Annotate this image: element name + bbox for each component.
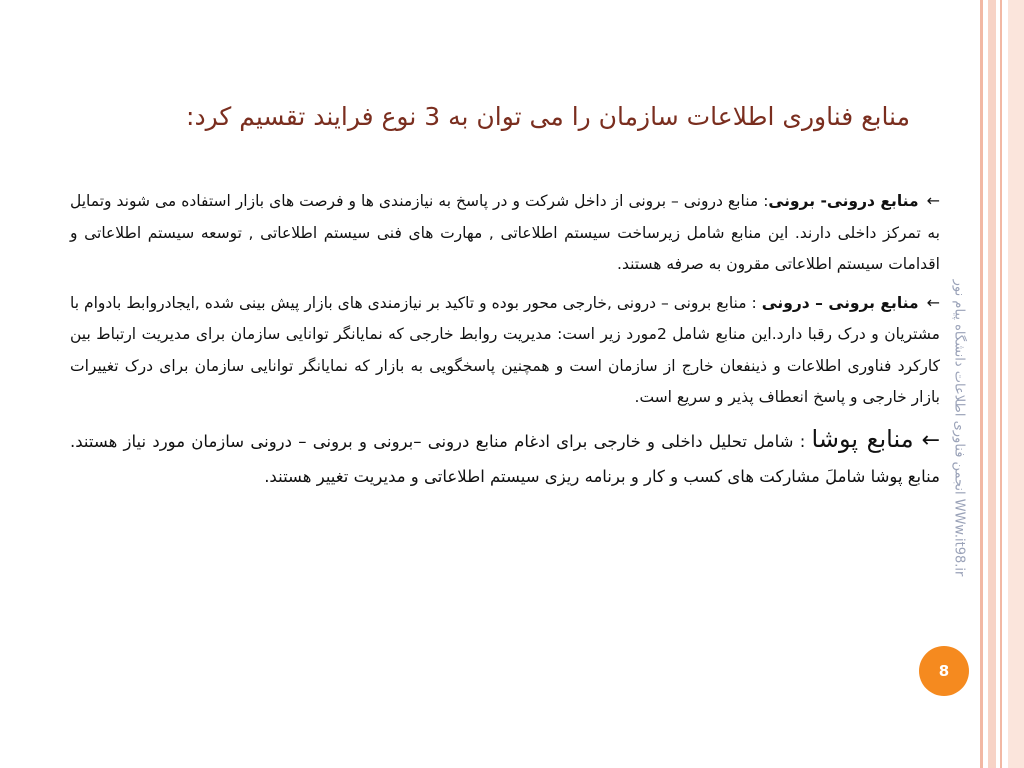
arrow-left-icon: ← xyxy=(926,191,940,210)
item-text: : منابع درونی – برونی از داخل شرکت و در پاسخ به نیازمندی ها و فرصت های بازار استفاده می شوند وتمایل به تمرکز داخلی دارند. این منابع شامل زیرساخت سیستم اطلاعاتی , مهارت های فنی سیستم اطلاعاتی , توسعه سیستم اطلاعاتی و اقدامات سیستم اطلاعاتی مقرون به صرفه هستند. xyxy=(70,192,940,273)
page-number-badge: 8 xyxy=(919,646,969,696)
arrow-left-icon: ← xyxy=(926,292,940,312)
sidebar-watermark-text: WWw.it98.ir انجمن فناوری اطلاعات دانشگاه پیام نور xyxy=(951,279,967,576)
decorative-stripe xyxy=(1008,0,1024,768)
slide-content xyxy=(70,185,940,500)
list-item-spanning xyxy=(70,422,940,494)
decorative-stripe xyxy=(1000,0,1002,768)
item-term: منابع پوشا xyxy=(811,424,914,453)
item-text: : شامل تحلیل داخلی و خارجی برای ادغام منابع درونی –برونی و برونی – درونی سازمان مورد نیاز هستند. منابع پوشا شاملَ مشارکت های کسب و کار و برنامه ریزی سیستم اطلاعاتی و مدیریت تغییر هستند. xyxy=(70,431,940,486)
slide-title: منابع فناوری اطلاعات سازمان را می توان به 3 نوع فرایند تقسیم کرد: xyxy=(186,102,910,131)
list-item-external-internal xyxy=(70,287,940,414)
item-term: منابع درونی- برونی xyxy=(768,192,919,210)
arrow-left-icon: ← xyxy=(921,427,940,453)
list-item-internal-external xyxy=(70,185,940,281)
decorative-stripe xyxy=(980,0,983,768)
sidebar-watermark xyxy=(948,265,970,590)
item-text: : منابع برونی – درونی ,خارجی محور بوده و تاکید بر نیازمندی های بازار پیش بینی شده ,ایجادروابط بادوام با مشتریان و درک رقبا دارد.این منابع شامل 2مورد زیر است: مدیریت روابط خارجی که نمایانگر توانایی سازمان برای مدیریت ارتباط بین کارکرد فناوری اطلاعات و ذینفعان خارج از سازمان است و همچنین پاسخگویی به بازار که نمایانگر توانایی سازمان برای درک تغییرات بازار خارجی و پاسخ انعطاف پذیر و سریع است. xyxy=(70,293,940,406)
decorative-stripe xyxy=(988,0,996,768)
item-term: منابع برونی – درونی xyxy=(761,293,919,312)
